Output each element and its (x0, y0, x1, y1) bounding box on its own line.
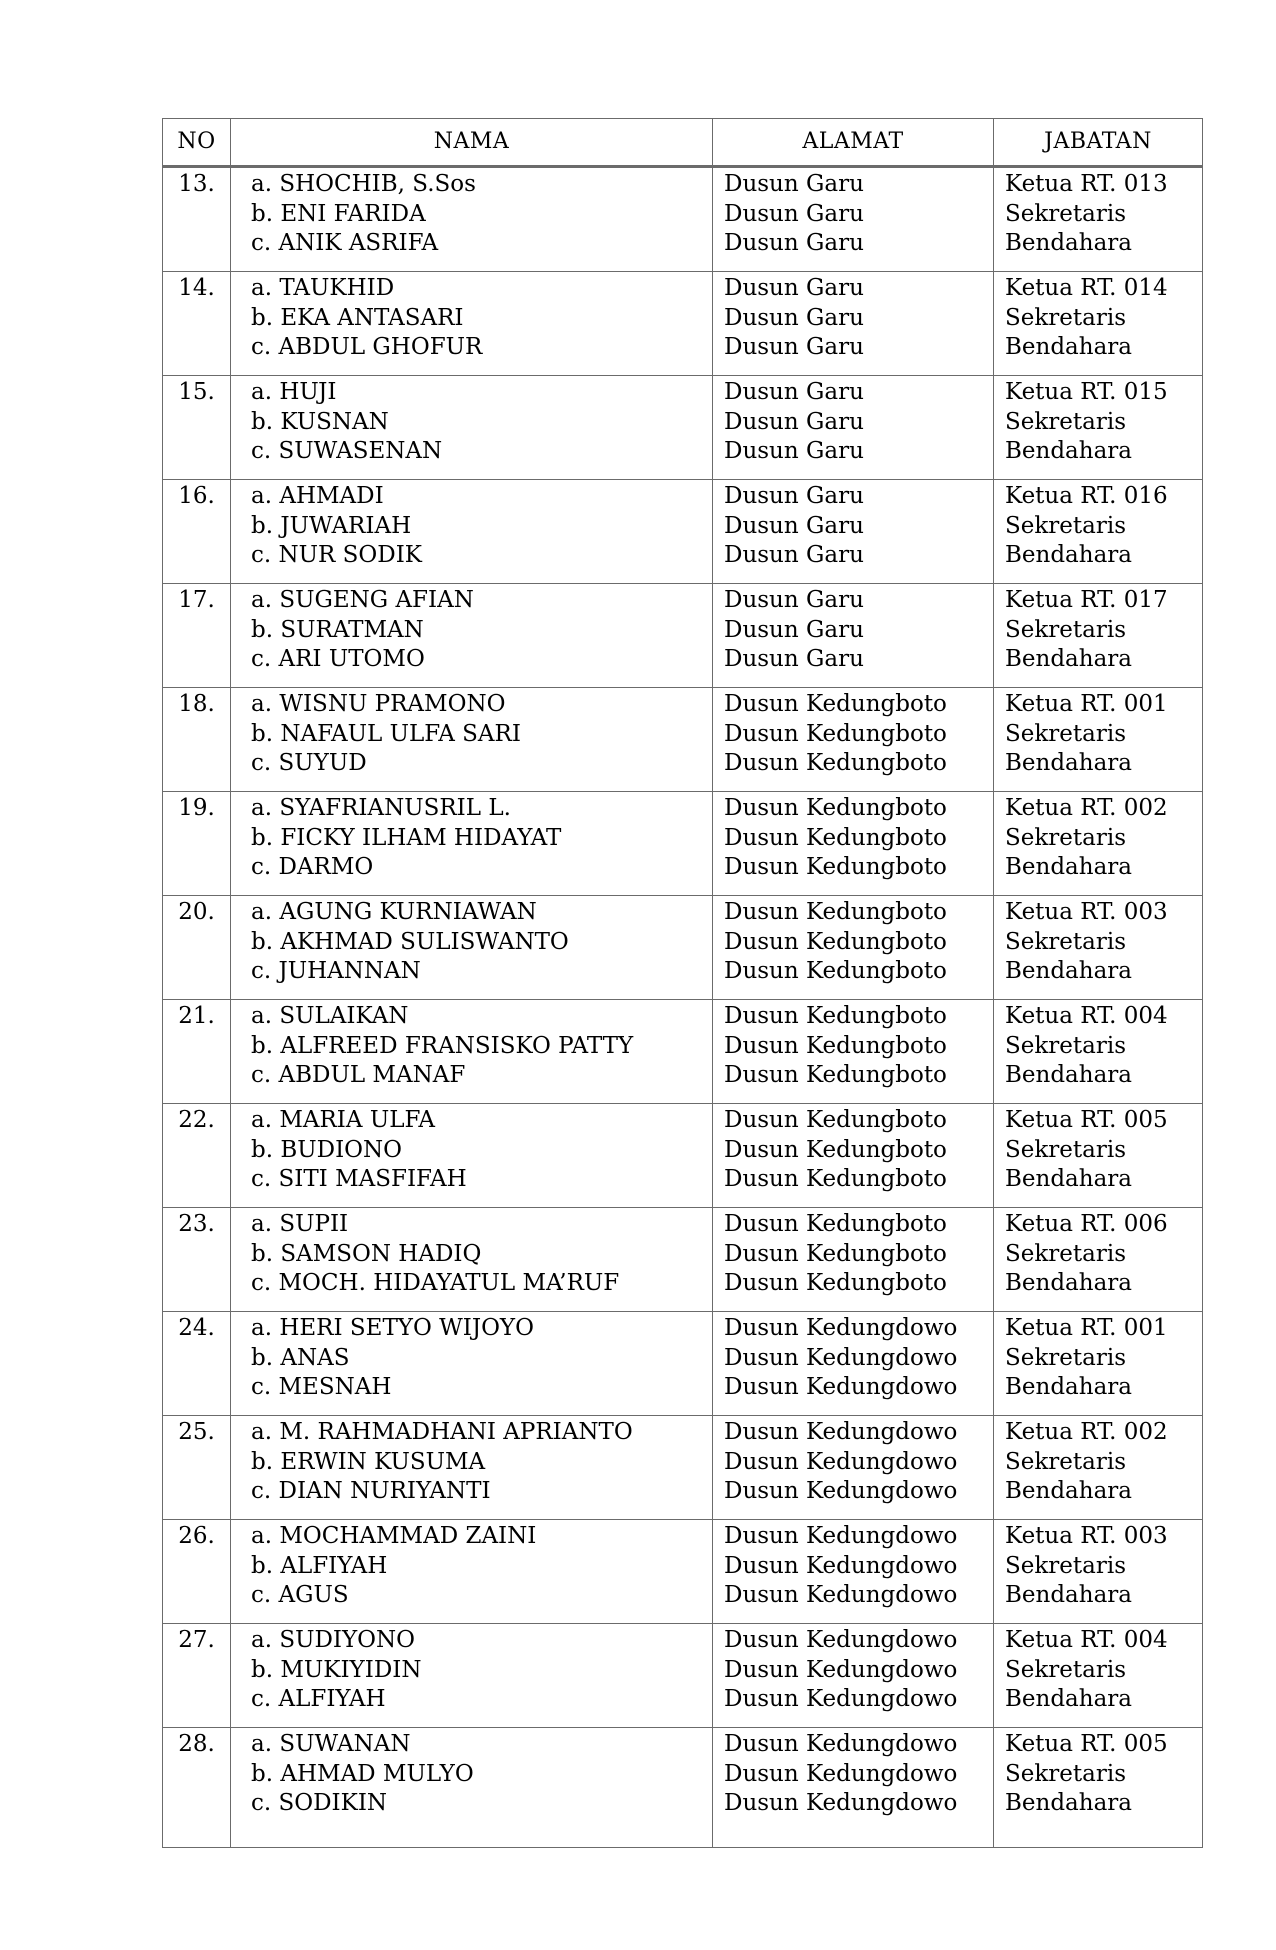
member-name: a. HUJI (251, 379, 337, 405)
member-name: b. AKHMAD SULISWANTO (251, 928, 569, 955)
member-address: Dusun Kedungdowo (724, 1419, 958, 1445)
member-address: Dusun Kedungboto (724, 1107, 947, 1133)
member-address: Dusun Garu (724, 200, 864, 227)
member-position: Sekretaris (1005, 1032, 1127, 1059)
member-address: Dusun Garu (724, 542, 864, 568)
member-name: c. ARI UTOMO (251, 646, 425, 672)
table-row (163, 1000, 1203, 1104)
member-name: c. AGUS (251, 1582, 349, 1608)
member-position: Ketua RT. 002 (1005, 795, 1168, 821)
member-name: b. ALFIYAH (251, 1552, 388, 1579)
member-address: Dusun Garu (724, 512, 864, 539)
table-row (163, 480, 1203, 584)
member-position: Sekretaris (1005, 1240, 1127, 1267)
member-name: a. SUDIYONO (251, 1627, 416, 1653)
alamat-cell (713, 1208, 994, 1312)
member-address: Dusun Garu (724, 483, 864, 509)
row-number: 28. (163, 1728, 231, 1848)
jabatan-cell (994, 1208, 1203, 1312)
nama-cell (231, 272, 713, 376)
member-address: Dusun Kedungdowo (724, 1627, 958, 1653)
member-position: Sekretaris (1005, 1552, 1127, 1579)
member-address: Dusun Kedungboto (724, 1003, 947, 1029)
nama-cell (231, 1000, 713, 1104)
member-position: Sekretaris (1005, 1448, 1127, 1475)
member-address: Dusun Kedungdowo (724, 1686, 958, 1712)
member-name: b. SAMSON HADIQ (251, 1240, 482, 1267)
nama-cell (231, 1208, 713, 1312)
member-position: Bendahara (1005, 1686, 1132, 1712)
member-address: Dusun Kedungboto (724, 928, 947, 955)
nama-cell (231, 1416, 713, 1520)
table-row (163, 1624, 1203, 1728)
header-jabatan: JABATAN (994, 119, 1203, 167)
member-position: Bendahara (1005, 1790, 1132, 1816)
jabatan-cell (994, 1624, 1203, 1728)
member-position: Ketua RT. 001 (1005, 691, 1168, 717)
member-name: b. MUKIYIDIN (251, 1656, 422, 1683)
row-number: 24. (163, 1312, 231, 1416)
header-row (163, 119, 1203, 167)
alamat-cell (713, 1312, 994, 1416)
member-address: Dusun Kedungboto (724, 854, 947, 880)
member-position: Sekretaris (1005, 824, 1127, 851)
member-name: b. AHMAD MULYO (251, 1760, 474, 1787)
table-row (163, 1312, 1203, 1416)
table-row (163, 688, 1203, 792)
jabatan-cell (994, 1728, 1203, 1848)
member-name: a. SULAIKAN (251, 1003, 409, 1029)
member-name: a. AHMADI (251, 483, 384, 509)
member-position: Ketua RT. 002 (1005, 1419, 1168, 1445)
nama-cell (231, 1624, 713, 1728)
jabatan-cell (994, 1312, 1203, 1416)
member-position: Ketua RT. 005 (1005, 1731, 1168, 1757)
jabatan-cell (994, 1520, 1203, 1624)
member-position: Ketua RT. 016 (1005, 483, 1168, 509)
member-address: Dusun Garu (724, 616, 864, 643)
row-number: 14. (163, 272, 231, 376)
table-row (163, 167, 1203, 272)
header-nama: NAMA (231, 119, 713, 167)
member-address: Dusun Kedungboto (724, 1166, 947, 1192)
member-position: Sekretaris (1005, 1136, 1127, 1163)
member-name: c. DARMO (251, 854, 374, 880)
member-address: Dusun Garu (724, 379, 864, 405)
alamat-cell (713, 1520, 994, 1624)
member-position: Bendahara (1005, 646, 1132, 672)
nama-cell (231, 480, 713, 584)
member-position: Sekretaris (1005, 512, 1127, 539)
member-name: a. SUPII (251, 1211, 349, 1237)
member-name: b. JUWARIAH (251, 512, 412, 539)
jabatan-cell (994, 1000, 1203, 1104)
row-number: 15. (163, 376, 231, 480)
member-address: Dusun Kedungdowo (724, 1656, 958, 1683)
member-name: c. SUYUD (251, 750, 367, 776)
member-address: Dusun Kedungboto (724, 750, 947, 776)
member-address: Dusun Kedungboto (724, 720, 947, 747)
member-position: Bendahara (1005, 438, 1132, 464)
table-header (163, 119, 1203, 167)
member-address: Dusun Kedungboto (724, 899, 947, 925)
member-name: a. M. RAHMADHANI APRIANTO (251, 1419, 633, 1445)
member-name: b. FICKY ILHAM HIDAYAT (251, 824, 562, 851)
member-address: Dusun Garu (724, 334, 864, 360)
header-no: NO (163, 119, 231, 167)
member-position: Ketua RT. 001 (1005, 1315, 1168, 1341)
member-name: a. SHOCHIB, S.Sos (251, 171, 476, 197)
member-position: Bendahara (1005, 1478, 1132, 1504)
member-name: c. SODIKIN (251, 1790, 388, 1816)
member-position: Bendahara (1005, 750, 1132, 776)
member-name: c. JUHANNAN (251, 958, 421, 984)
member-address: Dusun Kedungdowo (724, 1760, 958, 1787)
member-position: Sekretaris (1005, 1656, 1127, 1683)
member-position: Ketua RT. 004 (1005, 1003, 1168, 1029)
member-position: Ketua RT. 015 (1005, 379, 1168, 405)
member-position: Sekretaris (1005, 928, 1127, 955)
member-address: Dusun Garu (724, 408, 864, 435)
member-position: Bendahara (1005, 542, 1132, 568)
member-address: Dusun Kedungboto (724, 795, 947, 821)
member-name: b. ENI FARIDA (251, 200, 426, 227)
nama-cell (231, 1520, 713, 1624)
member-position: Sekretaris (1005, 304, 1127, 331)
member-position: Bendahara (1005, 1270, 1132, 1296)
nama-cell (231, 167, 713, 272)
member-name: b. NAFAUL ULFA SARI (251, 720, 521, 747)
member-name: c. DIAN NURIYANTI (251, 1478, 491, 1504)
member-address: Dusun Kedungdowo (724, 1448, 958, 1475)
member-position: Bendahara (1005, 334, 1132, 360)
member-position: Ketua RT. 003 (1005, 899, 1168, 925)
alamat-cell (713, 480, 994, 584)
alamat-cell (713, 376, 994, 480)
member-position: Bendahara (1005, 1062, 1132, 1088)
table-body (163, 167, 1203, 1848)
member-address: Dusun Kedungdowo (724, 1790, 958, 1816)
row-number: 26. (163, 1520, 231, 1624)
jabatan-cell (994, 480, 1203, 584)
alamat-cell (713, 1728, 994, 1848)
member-address: Dusun Kedungboto (724, 691, 947, 717)
row-number: 27. (163, 1624, 231, 1728)
alamat-cell (713, 272, 994, 376)
member-name: c. ALFIYAH (251, 1686, 386, 1712)
jabatan-cell (994, 584, 1203, 688)
member-name: b. ALFREED FRANSISKO PATTY (251, 1032, 634, 1059)
member-position: Sekretaris (1005, 616, 1127, 643)
member-address: Dusun Kedungboto (724, 824, 947, 851)
member-address: Dusun Kedungdowo (724, 1478, 958, 1504)
member-position: Ketua RT. 003 (1005, 1523, 1168, 1549)
jabatan-cell (994, 792, 1203, 896)
roster-table (162, 118, 1203, 1848)
table-row (163, 1104, 1203, 1208)
member-position: Bendahara (1005, 958, 1132, 984)
member-address: Dusun Garu (724, 275, 864, 301)
table-row (163, 272, 1203, 376)
member-position: Bendahara (1005, 1374, 1132, 1400)
member-position: Ketua RT. 013 (1005, 171, 1168, 197)
member-name: a. SUGENG AFIAN (251, 587, 474, 613)
jabatan-cell (994, 376, 1203, 480)
row-number: 16. (163, 480, 231, 584)
member-address: Dusun Garu (724, 587, 864, 613)
member-position: Sekretaris (1005, 1344, 1127, 1371)
table-row (163, 1520, 1203, 1624)
member-address: Dusun Kedungdowo (724, 1315, 958, 1341)
nama-cell (231, 1104, 713, 1208)
member-address: Dusun Kedungdowo (724, 1552, 958, 1579)
member-name: a. MOCHAMMAD ZAINI (251, 1523, 537, 1549)
row-number: 21. (163, 1000, 231, 1104)
member-name: c. SITI MASFIFAH (251, 1166, 467, 1192)
member-position: Bendahara (1005, 1166, 1132, 1192)
member-name: c. MOCH. HIDAYATUL MA’RUF (251, 1270, 620, 1296)
member-address: Dusun Kedungdowo (724, 1344, 958, 1371)
member-name: b. SURATMAN (251, 616, 424, 643)
member-name: c. ABDUL MANAF (251, 1062, 466, 1088)
row-number: 20. (163, 896, 231, 1000)
nama-cell (231, 376, 713, 480)
member-position: Sekretaris (1005, 1760, 1127, 1787)
nama-cell (231, 792, 713, 896)
header-alamat: ALAMAT (713, 119, 994, 167)
member-position: Sekretaris (1005, 200, 1127, 227)
table-row (163, 1208, 1203, 1312)
member-address: Dusun Kedungboto (724, 1270, 947, 1296)
alamat-cell (713, 688, 994, 792)
member-address: Dusun Garu (724, 171, 864, 197)
member-address: Dusun Kedungboto (724, 1032, 947, 1059)
member-name: a. AGUNG KURNIAWAN (251, 899, 537, 925)
alamat-cell (713, 1416, 994, 1520)
member-name: a. TAUKHID (251, 275, 395, 301)
member-address: Dusun Kedungdowo (724, 1582, 958, 1608)
table-row (163, 376, 1203, 480)
nama-cell (231, 584, 713, 688)
jabatan-cell (994, 688, 1203, 792)
member-name: a. SUWANAN (251, 1731, 411, 1757)
row-number: 13. (163, 167, 231, 272)
row-number: 17. (163, 584, 231, 688)
alamat-cell (713, 1624, 994, 1728)
nama-cell (231, 1728, 713, 1848)
row-number: 22. (163, 1104, 231, 1208)
table-row (163, 792, 1203, 896)
alamat-cell (713, 584, 994, 688)
row-number: 18. (163, 688, 231, 792)
member-position: Sekretaris (1005, 720, 1127, 747)
member-name: a. MARIA ULFA (251, 1107, 436, 1133)
member-name: c. ANIK ASRIFA (251, 230, 439, 256)
member-position: Sekretaris (1005, 408, 1127, 435)
member-position: Ketua RT. 017 (1005, 587, 1168, 613)
jabatan-cell (994, 167, 1203, 272)
row-number: 19. (163, 792, 231, 896)
member-name: a. HERI SETYO WIJOYO (251, 1315, 534, 1341)
jabatan-cell (994, 272, 1203, 376)
member-name: c. NUR SODIK (251, 542, 422, 568)
member-address: Dusun Kedungdowo (724, 1523, 958, 1549)
alamat-cell (713, 1000, 994, 1104)
table-row (163, 1416, 1203, 1520)
nama-cell (231, 896, 713, 1000)
member-address: Dusun Kedungboto (724, 1240, 947, 1267)
member-name: c. SUWASENAN (251, 438, 443, 464)
alamat-cell (713, 1104, 994, 1208)
row-number: 25. (163, 1416, 231, 1520)
member-name: c. MESNAH (251, 1374, 392, 1400)
member-position: Bendahara (1005, 854, 1132, 880)
alamat-cell (713, 792, 994, 896)
nama-cell (231, 688, 713, 792)
table-row (163, 1728, 1203, 1848)
member-name: b. EKA ANTASARI (251, 304, 464, 331)
member-position: Ketua RT. 006 (1005, 1211, 1168, 1237)
member-address: Dusun Kedungboto (724, 1211, 947, 1237)
jabatan-cell (994, 1104, 1203, 1208)
jabatan-cell (994, 1416, 1203, 1520)
member-position: Bendahara (1005, 1582, 1132, 1608)
member-address: Dusun Garu (724, 438, 864, 464)
member-name: a. SYAFRIANUSRIL L. (251, 795, 511, 821)
member-address: Dusun Garu (724, 304, 864, 331)
member-name: a. WISNU PRAMONO (251, 691, 506, 717)
member-position: Ketua RT. 014 (1005, 275, 1168, 301)
jabatan-cell (994, 896, 1203, 1000)
member-position: Ketua RT. 004 (1005, 1627, 1168, 1653)
member-position: Ketua RT. 005 (1005, 1107, 1168, 1133)
member-name: c. ABDUL GHOFUR (251, 334, 483, 360)
member-name: b. BUDIONO (251, 1136, 402, 1163)
member-address: Dusun Kedungboto (724, 1136, 947, 1163)
member-name: b. KUSNAN (251, 408, 389, 435)
table-row (163, 896, 1203, 1000)
alamat-cell (713, 896, 994, 1000)
member-address: Dusun Kedungdowo (724, 1731, 958, 1757)
row-number: 23. (163, 1208, 231, 1312)
member-position: Bendahara (1005, 230, 1132, 256)
nama-cell (231, 1312, 713, 1416)
member-address: Dusun Garu (724, 230, 864, 256)
member-name: b. ANAS (251, 1344, 350, 1371)
member-address: Dusun Garu (724, 646, 864, 672)
member-address: Dusun Kedungboto (724, 958, 947, 984)
member-name: b. ERWIN KUSUMA (251, 1448, 486, 1475)
member-address: Dusun Kedungboto (724, 1062, 947, 1088)
table-row (163, 584, 1203, 688)
alamat-cell (713, 167, 994, 272)
member-address: Dusun Kedungdowo (724, 1374, 958, 1400)
